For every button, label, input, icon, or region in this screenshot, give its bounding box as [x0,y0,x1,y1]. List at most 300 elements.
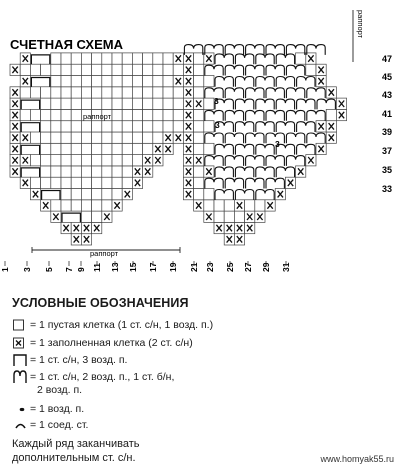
double-arch-cell [215,77,233,87]
chart-cell [92,53,102,64]
chart-cell [92,200,102,211]
double-arch-cell [276,54,294,64]
column-number: 29 [261,262,271,272]
chart-cell [194,132,204,143]
note-line-2: дополнительным ст. с/н. [12,452,136,464]
chart-cell [143,64,153,75]
double-arch-cell [246,156,264,166]
empty-cell [61,109,71,120]
chart-cell [51,64,61,75]
double-arch-cell [235,122,253,132]
empty-cell [132,143,142,154]
chart-cell [214,211,224,222]
empty-cell [51,177,61,188]
chart-cell [51,200,61,211]
column-number: 5 [44,267,54,272]
column-number: 7 [64,267,74,272]
top-arch [225,45,243,55]
empty-cell [71,121,81,132]
bracket-cell [21,168,39,177]
double-arch-cell [235,54,253,64]
chart-cell [102,87,112,98]
double-arch-cell [235,167,253,177]
chart-cell [132,76,142,87]
chart-cell [224,211,234,222]
chart-cell [194,87,204,98]
chart-cell [224,200,234,211]
double-arch-cell [266,65,284,75]
chart-cell [194,76,204,87]
empty-cell [51,109,61,120]
double-arch-cell [215,190,233,200]
chart-cell [173,98,183,109]
empty-cell [81,189,91,200]
chart-cell [204,200,214,211]
column-number: 25 [225,262,235,272]
empty-cell [153,109,163,120]
chart-title: СЧЕТНАЯ СХЕМА [10,37,123,52]
chart-cell [71,87,81,98]
empty-cell [61,143,71,154]
chart-cell [41,64,51,75]
empty-cell [112,166,122,177]
bracket-cell [62,213,80,222]
row-number: 43 [382,90,393,100]
chart-cell [122,76,132,87]
chart-cell [30,177,40,188]
chart-cell [92,64,102,75]
empty-cell [81,121,91,132]
double-arch-cell [246,110,264,120]
chart-cell [81,76,91,87]
column-number: 15 [128,262,138,272]
double-arch-cell [276,167,294,177]
empty-cell [102,155,112,166]
column-number: 19 [168,262,178,272]
chart-cell [163,121,173,132]
double-arch-cell [256,77,274,87]
cell-number: 3 [215,120,220,130]
row-number: 39 [382,127,393,137]
chart-cell [30,132,40,143]
empty-cell [102,166,112,177]
cell-number: 3 [214,96,219,106]
double-arch-cell [266,178,284,188]
chart-cell [30,87,40,98]
chart-cell [61,53,71,64]
chart-cell [112,76,122,87]
empty-cell [112,98,122,109]
chart-cell [194,109,204,120]
chart-cell [61,64,71,75]
rapport-label-inner: раппорт [83,112,112,121]
chart-cell [51,53,61,64]
chart-cell [326,109,336,120]
row-number: 37 [382,146,393,156]
column-number: 1 [0,267,10,272]
empty-cell [122,143,132,154]
empty-cell [61,98,71,109]
column-number: 9 [76,267,86,272]
empty-cell [41,143,51,154]
legend-dot: = 1 возд. п. [12,402,84,416]
empty-cell [122,121,132,132]
empty-cell [71,109,81,120]
chart-cell [204,189,214,200]
empty-cell [92,121,102,132]
chart-cell [71,53,81,64]
double-arch-cell [317,99,335,109]
legend-empty-cell: = 1 пустая клетка (1 ст. с/н, 1 возд. п.) [12,318,213,332]
column-number: 21 [189,262,199,272]
chart-cell [112,87,122,98]
empty-cell [61,132,71,143]
empty-cell [92,98,102,109]
double-arch-cell [235,144,253,154]
double-arch-cell [256,190,274,200]
chart-cell [163,53,173,64]
rapport-label-bottom: раппорт [90,249,119,258]
chart-cell [102,189,112,200]
chart-cell [30,109,40,120]
empty-cell [102,143,112,154]
chart-cell [173,87,183,98]
bracket-cell [21,100,39,109]
empty-cell [41,155,51,166]
empty-cell [112,155,122,166]
chart-cell [81,53,91,64]
double-arch-cell [235,99,253,109]
double-arch-icon [12,370,28,384]
double-arch-cell [235,77,253,87]
chart-cell [132,64,142,75]
chart-cell [173,121,183,132]
double-arch-cell [225,65,243,75]
chart-cell [20,64,30,75]
empty-cell [51,155,61,166]
empty-cell [112,143,122,154]
empty-cell [92,132,102,143]
empty-cell [61,121,71,132]
double-arch-cell [246,133,264,143]
chart-cell [92,211,102,222]
top-arch [246,45,264,55]
empty-cell [153,121,163,132]
chart-cell [143,76,153,87]
empty-cell [51,121,61,132]
double-arch-cell [266,156,284,166]
double-arch-cell [266,110,284,120]
empty-cell [61,189,71,200]
double-arch-cell [235,190,253,200]
chart-cell [245,200,255,211]
empty-cell [132,98,142,109]
double-arch-cell [256,54,274,64]
bracket-cell [31,78,49,87]
chart-cell [173,109,183,120]
empty-cell-icon [12,318,28,332]
chart-cell [194,177,204,188]
empty-cell [132,121,142,132]
chart-cell [132,87,142,98]
chart-cell [30,64,40,75]
row-number: 47 [382,54,393,64]
empty-cell [41,132,51,143]
empty-cell [112,132,122,143]
double-arch-cell [215,167,233,177]
empty-cell [71,177,81,188]
chart-cell [112,64,122,75]
filled-cell-icon [12,336,28,350]
double-arch-cell [276,99,294,109]
empty-cell [41,98,51,109]
double-arch-cell [215,54,233,64]
double-arch-cell [205,178,223,188]
double-arch-cell [256,167,274,177]
empty-cell [51,166,61,177]
chart-cell [122,87,132,98]
chart-cell [41,87,51,98]
chart-cell [163,98,173,109]
chart-cell [102,76,112,87]
note-line-1: Каждый ряд заканчивать [12,438,140,450]
chart-cell [81,87,91,98]
double-arch-cell [225,133,243,143]
double-arch-cell [297,77,315,87]
empty-cell [81,177,91,188]
bracket-cell [42,191,60,200]
empty-cell [81,132,91,143]
bracket-cell [21,123,39,132]
chart-cell [20,109,30,120]
chart-cell [61,200,71,211]
finishing-note [12,437,139,465]
chart-cell [214,200,224,211]
rapport-label-right: раппорт [356,10,365,39]
empty-cell [122,155,132,166]
chart-grid [10,45,347,245]
column-number: 23 [205,262,215,272]
double-arch-cell [225,178,243,188]
chart-cell [153,64,163,75]
empty-cell [102,98,112,109]
chart-cell [163,109,173,120]
row-number: 45 [382,72,393,82]
chart-cell [122,166,132,177]
chart-cell [163,64,173,75]
chart-cell [173,64,183,75]
empty-cell [122,98,132,109]
empty-cell [112,121,122,132]
double-arch-cell [225,88,243,98]
double-arch-cell [286,88,304,98]
column-number: 31 [281,262,291,272]
legend-arc: = 1 соед. ст. [12,418,88,432]
empty-cell [102,121,112,132]
chart-cell [306,64,316,75]
empty-cell [61,166,71,177]
chart-cell [51,76,61,87]
double-arch-cell [205,110,223,120]
column-number: 17 [148,262,158,272]
double-arch-cell [307,110,325,120]
double-arch-cell [205,65,223,75]
bracket-cell [31,55,49,64]
empty-cell [81,98,91,109]
chart-cell [234,211,244,222]
double-arch-cell [286,156,304,166]
empty-cell [71,200,81,211]
double-arch-cell [225,156,243,166]
empty-cell [122,109,132,120]
chart-cell [194,189,204,200]
legend-title: УСЛОВНЫЕ ОБОЗНАЧЕНИЯ [12,296,189,310]
double-arch-cell [256,144,274,154]
double-arch-cell [256,99,274,109]
column-number: 11 [92,263,102,272]
empty-cell [71,166,81,177]
empty-cell [92,155,102,166]
chart-cell [132,53,142,64]
empty-cell [92,177,102,188]
chart-cell [122,53,132,64]
chart-cell [153,53,163,64]
chart-cell [41,177,51,188]
empty-cell [71,143,81,154]
chart-cell [122,177,132,188]
empty-cell [71,155,81,166]
empty-cell [92,166,102,177]
bracket-cell [21,145,39,154]
chart-cell [153,132,163,143]
empty-cell [92,189,102,200]
double-arch-cell [286,110,304,120]
empty-cell [41,121,51,132]
empty-cell [71,98,81,109]
empty-cell [61,177,71,188]
empty-cell [81,155,91,166]
arc-icon [12,418,28,432]
row-number: 35 [382,165,393,175]
row-number: 41 [382,109,393,119]
empty-cell [81,200,91,211]
column-number: 3 [22,267,32,272]
chart-cell [102,53,112,64]
double-arch-cell [266,88,284,98]
chart-cell [112,53,122,64]
top-arch [266,45,284,55]
chart-cell [30,155,40,166]
column-number: 13 [110,262,120,272]
double-arch-cell [205,133,223,143]
chart-cell [112,189,122,200]
double-arch-cell [307,133,325,143]
double-arch-cell [276,122,294,132]
chart-cell [92,76,102,87]
double-arch-cell [276,77,294,87]
empty-cell [143,98,153,109]
double-arch-cell [256,122,274,132]
bracket-icon [12,353,28,367]
empty-cell [61,155,71,166]
chart-cell [194,166,204,177]
chart-cell [61,87,71,98]
double-arch-cell [297,99,315,109]
dot-icon [12,402,28,416]
empty-cell [92,143,102,154]
cell-number: 3 [275,139,280,149]
chart-cell [204,98,214,109]
double-arch-cell [246,178,264,188]
chart-cell [163,87,173,98]
chart-cell [20,87,30,98]
chart-cell [153,87,163,98]
chart-cell [71,64,81,75]
chart-cell [102,200,112,211]
chart-cell [143,53,153,64]
empty-cell [143,132,153,143]
chart-cell [194,143,204,154]
empty-cell [81,143,91,154]
empty-cell [41,109,51,120]
empty-cell [143,109,153,120]
chart-cell [102,64,112,75]
legend-double-arch-continued: 2 возд. п. [37,384,83,396]
chart-cell [132,155,142,166]
chart-cell [81,211,91,222]
empty-cell [143,121,153,132]
empty-cell [112,109,122,120]
chart-cell [92,87,102,98]
legend-filled-cell: = 1 заполненная клетка (2 ст. с/н) [12,336,193,350]
empty-cell [51,98,61,109]
double-arch-cell [286,65,304,75]
empty-cell [71,132,81,143]
watermark: www.homyak55.ru [320,454,394,464]
chart-cell [112,177,122,188]
empty-cell [102,177,112,188]
empty-cell [153,98,163,109]
chart-cell [81,64,91,75]
empty-cell [41,166,51,177]
chart-cell [194,64,204,75]
chart-cell [122,64,132,75]
column-number: 27 [243,262,253,272]
double-arch-cell [307,88,325,98]
empty-cell [81,166,91,177]
chart-cell [204,121,214,132]
double-arch-cell [215,144,233,154]
legend-double-arch: = 1 ст. с/н, 2 возд. п., 1 ст. б/н, [12,370,174,384]
chart-cell [61,76,71,87]
chart-cell [71,76,81,87]
double-arch-cell [225,110,243,120]
double-arch-cell [297,122,315,132]
empty-cell [132,132,142,143]
double-arch-cell [297,144,315,154]
chart-cell [153,76,163,87]
empty-cell [51,143,61,154]
chart-cell [194,121,204,132]
empty-cell [132,109,142,120]
chart-cell [51,87,61,98]
row-number: 33 [382,184,393,194]
double-arch-cell [246,65,264,75]
empty-cell [122,132,132,143]
empty-cell [51,132,61,143]
double-arch-cell [246,88,264,98]
chart-cell [163,76,173,87]
